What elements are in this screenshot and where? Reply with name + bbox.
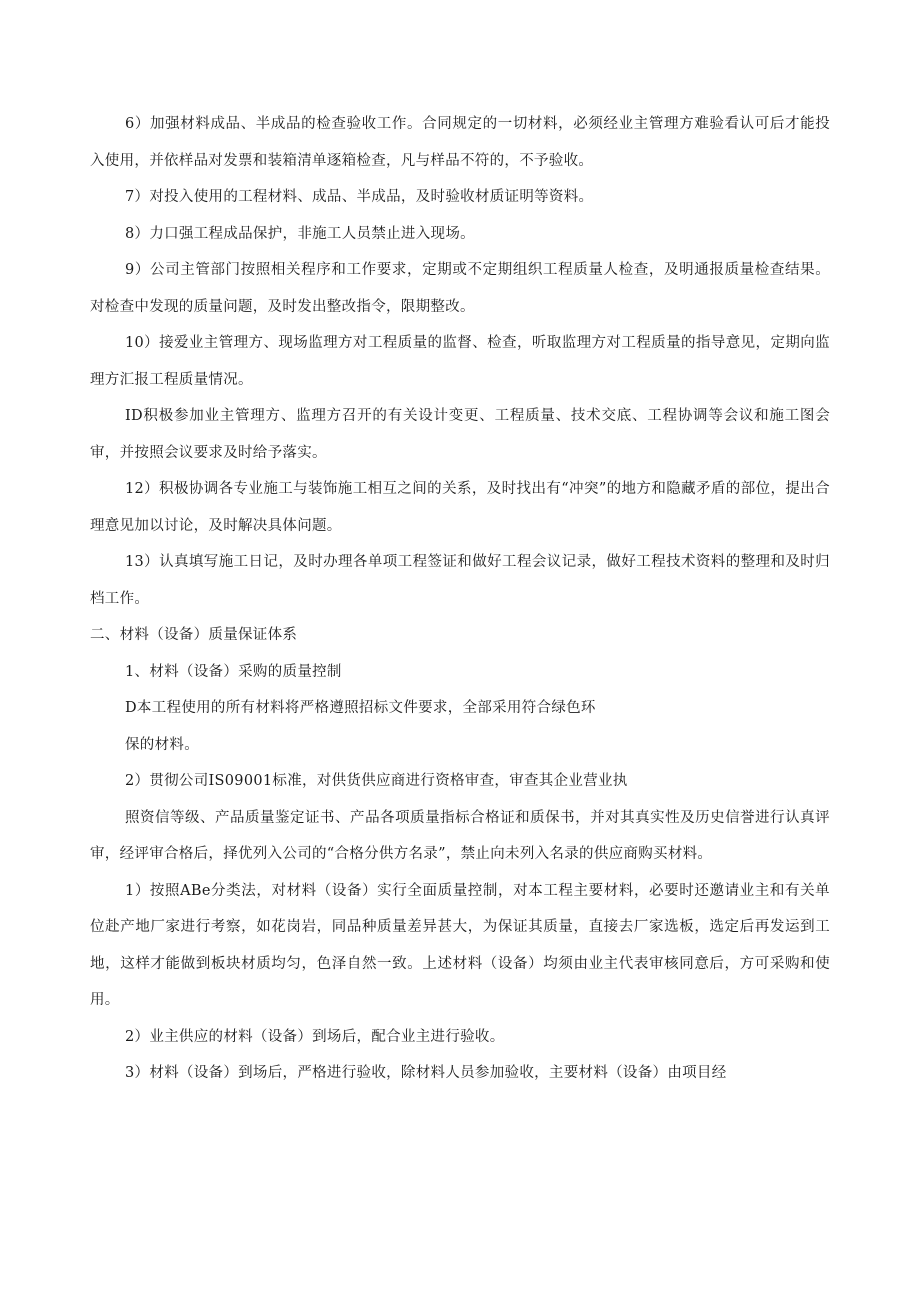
document-body <box>90 106 830 1092</box>
paragraph-item-11: ID积极参加业主管理方、监理方召开的有关设计变更、工程质量、技术交底、工程协调等会议和施工图会审，并按照会议要求及时给予落实。 <box>90 408 830 461</box>
paragraph-item-6: 6）加强材料成品、半成品的检查验收工作。合同规定的一切材料，必须经业主管理方难验看认可后才能投入使用，并依样品对发票和装箱清单逐箱检查，凡与样品不符的，不予验收。 <box>90 116 830 169</box>
paragraph-abc-method: 1）按照ABe分类法，对材料（设备）实行全面质量控制，对本工程主要材料，必要时还邀请业主和有关单位赴产地厂家进行考察，如花岗岩，同品种质量差异甚大，为保证其质量，直接去厂家选板，选定后再发运到工地，这样才能做到板块材质均匀，色泽自然一致。上述材料（设备）均须由业主代表审核同意后，方可采购和使用。 <box>90 882 830 1008</box>
paragraph-item-7: 7）对投入使用的工程材料、成品、半成品，及时验收材质证明等资料。 <box>125 189 594 205</box>
paragraph-material-2-cont: 照资信等级、产品质量鉴定证书、产品各项质量指标合格证和质保书，并对其真实性及历史信誉进行认真评审，经评审合格后，择优列入公司的“合格分供方名录”，禁止向未列入名录的供应商购买材料。 <box>90 809 830 862</box>
paragraph-material-1-cont: 保的材料。 <box>125 736 199 753</box>
paragraph-material-2: 2）贯彻公司IS09001标准，对供货供应商进行资格审查，审查其企业营业执 <box>125 773 628 789</box>
paragraph-material-1: D本工程使用的所有材料将严格遵照招标文件要求，全部采用符合绿色环 <box>125 700 596 716</box>
paragraph-item-12: 12）积极协调各专业施工与装饰施工相互之间的关系，及时找出有“冲突”的地方和隐藏矛盾的部位，提出合理意见加以讨论，及时解决具体问题。 <box>90 481 830 534</box>
paragraph-arrival-inspection: 3）材料（设备）到场后，严格进行验收，除材料人员参加验收，主要材料（设备）由项目经 <box>125 1065 727 1081</box>
paragraph-item-10: 10）接爱业主管理方、现场监理方对工程质量的监督、检查，听取监理方对工程质量的指导意见，定期向监理方汇报工程质量情况。 <box>90 335 830 388</box>
subsection-heading: 1、材料（设备）采购的质量控制 <box>125 663 342 680</box>
paragraph-item-8: 8）力口强工程成品保护，非施工人员禁止进入现场。 <box>125 225 475 242</box>
paragraph-item-9: 9）公司主管部门按照相关程序和工作要求，定期或不定期组织工程质量人检查，及明通报质量检查结果。对检查中发现的质量问题，及时发出整改指令，限期整改。 <box>90 262 830 315</box>
paragraph-item-13: 13）认真填写施工日记，及时办理各单项工程签证和做好工程会议记录，做好工程技术资料的整理和及时归档工作。 <box>90 554 830 607</box>
paragraph-owner-supply: 2）业主供应的材料（设备）到场后，配合业主进行验收。 <box>125 1028 505 1045</box>
section-heading: 二、材料（设备）质量保证体系 <box>90 627 298 643</box>
